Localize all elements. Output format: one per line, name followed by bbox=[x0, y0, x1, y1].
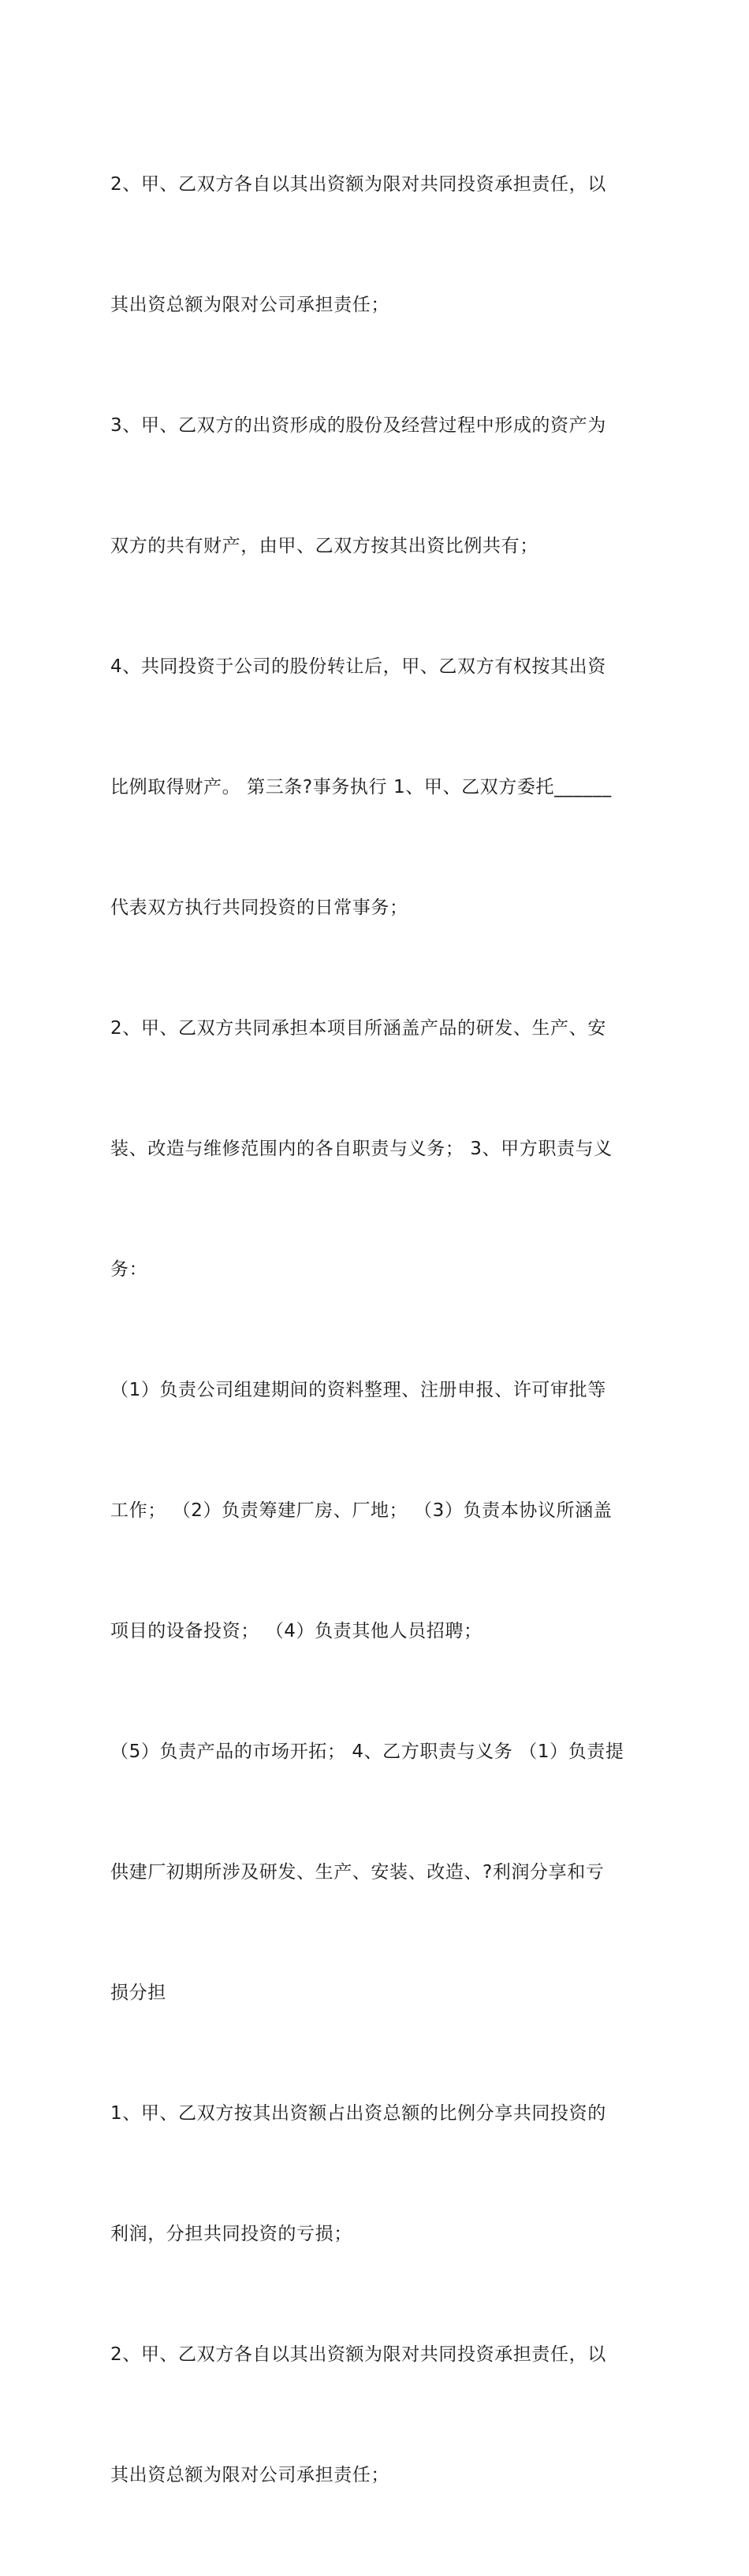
text-line: 其出资总额为限对公司承担责任； bbox=[110, 295, 389, 315]
text-line: 利润，分担共同投资的亏损； bbox=[110, 2224, 352, 2244]
text-line: 务： bbox=[110, 1259, 148, 1280]
text-line: 其出资总额为限对公司承担责任； bbox=[110, 2465, 389, 2485]
text-line: 供建厂初期所涉及研发、生产、安装、改造、?利润分享和亏 bbox=[110, 1862, 605, 1883]
text-line: 2、甲、乙双方共同承担本项目所涵盖产品的研发、生产、安 bbox=[110, 1018, 606, 1039]
text-line: 4、共同投资于公司的股份转让后，甲、乙双方有权按其出资 bbox=[110, 656, 606, 677]
text-line: （5）负责产品的市场开拓； 4、乙方职责与义务 （1）负责提 bbox=[110, 1741, 624, 1762]
text-line: 损分担 bbox=[110, 1983, 166, 2003]
text-line: 2、甲、乙双方各自以其出资额为限对共同投资承担责任，以 bbox=[110, 2344, 606, 2365]
text-line: 项目的设备投资； （4）负责其他人员招聘； bbox=[110, 1621, 483, 1641]
document-body bbox=[110, 84, 647, 2576]
text-line: 装、改造与维修范围内的各自职责与义务； 3、甲方职责与义 bbox=[110, 1139, 613, 1159]
text-line: 双方的共有财产，由甲、乙双方按其出资比例共有； bbox=[110, 536, 538, 556]
text-line: 3、甲、乙双方的出资形成的股份及经营过程中形成的资产为 bbox=[110, 415, 606, 436]
document-text bbox=[110, 84, 647, 2576]
text-line: 1、甲、乙双方按其出资额占出资总额的比例分享共同投资的 bbox=[110, 2103, 606, 2124]
text-line: 比例取得财产。 第三条?事务执行 1、甲、乙双方委托______ bbox=[110, 777, 612, 797]
text-line: 2、甲、乙双方各自以其出资额为限对共同投资承担责任，以 bbox=[110, 174, 606, 195]
text-line: 工作； （2）负责筹建厂房、厂地； （3）负责本协议所涵盖 bbox=[110, 1500, 613, 1521]
text-line: 代表双方执行共同投资的日常事务； bbox=[110, 898, 408, 918]
text-line: （1）负责公司组建期间的资料整理、注册申报、许可审批等 bbox=[110, 1380, 606, 1400]
